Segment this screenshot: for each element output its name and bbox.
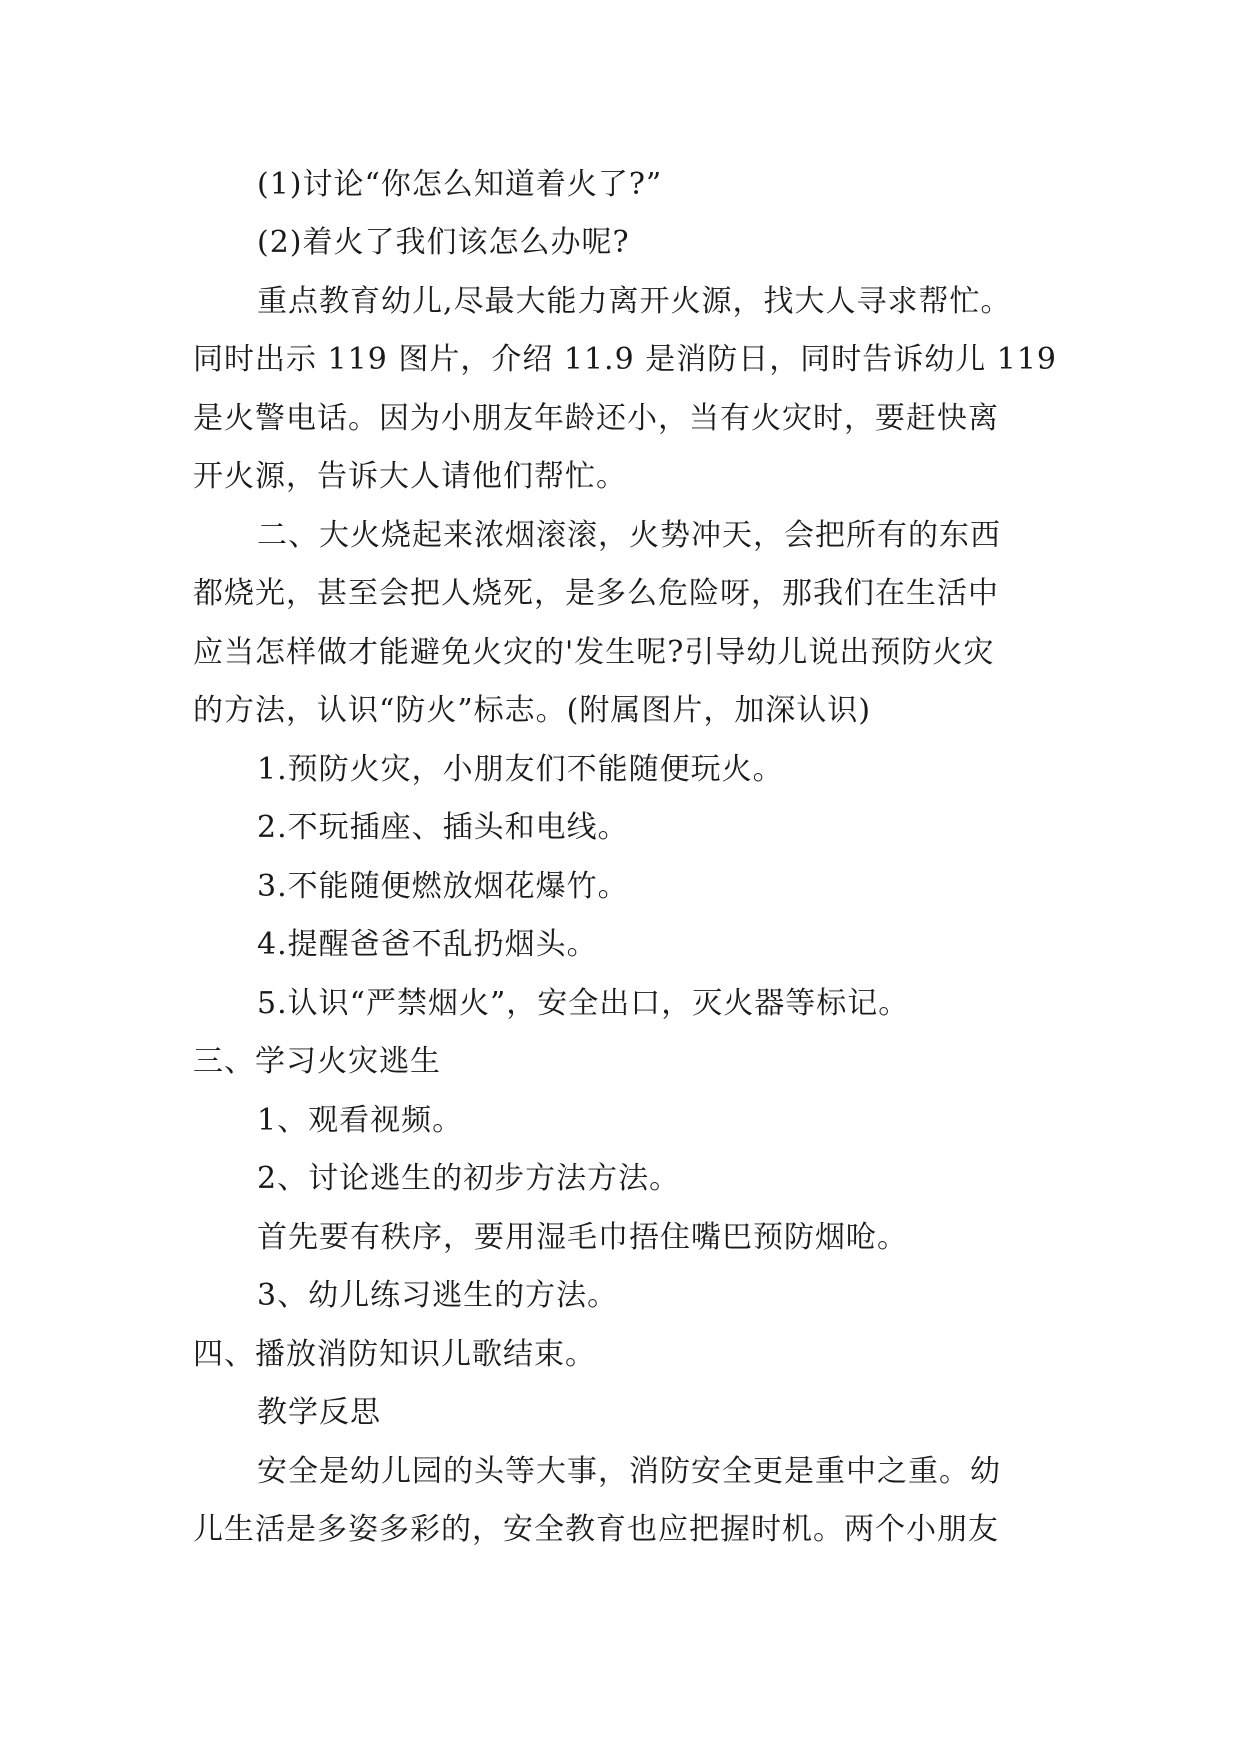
section-heading: 四、播放消防知识儿歌结束。 xyxy=(193,1337,596,1372)
text-line: 同时出示 119 图片，介绍 11.9 是消防日，同时告诉幼儿 119 xyxy=(193,342,1057,377)
text-line: 二、大火烧起来浓烟滚滚，火势冲天，会把所有的东西 xyxy=(257,518,1001,553)
text-line: 的方法，认识“防火”标志。(附属图片，加深认识) xyxy=(193,693,872,728)
list-item: 3.不能随便燃放烟花爆竹。 xyxy=(257,869,629,904)
list-item: 3、幼儿练习逃生的方法。 xyxy=(257,1278,619,1313)
text-line: 开火源，告诉大人请他们帮忙。 xyxy=(193,459,627,494)
text-line: 安全是幼儿园的头等大事，消防安全更是重中之重。幼 xyxy=(257,1454,1001,1489)
list-item: 4.提醒爸爸不乱扔烟头。 xyxy=(257,927,598,962)
text-line: (1)讨论“你怎么知道着火了?” xyxy=(257,167,663,202)
text-line: 首先要有秩序，要用湿毛巾捂住嘴巴预防烟呛。 xyxy=(257,1220,908,1255)
list-item: 5.认识“严禁烟火”，安全出口，灭火器等标记。 xyxy=(257,986,910,1021)
list-item: 1.预防火灾，小朋友们不能随便玩火。 xyxy=(257,752,784,787)
list-item: 2.不玩插座、插头和电线。 xyxy=(257,810,629,845)
text-line: 儿生活是多姿多彩的，安全教育也应把握时机。两个小朋友 xyxy=(193,1512,999,1547)
list-item: 2、讨论逃生的初步方法方法。 xyxy=(257,1161,681,1196)
section-heading: 三、学习火灾逃生 xyxy=(193,1044,441,1079)
text-line: 重点教育幼儿,尽最大能力离开火源，找大人寻求帮忙。 xyxy=(257,284,1012,319)
text-line: 应当怎样做才能避免火灾的'发生呢?引导幼儿说出预防火灾 xyxy=(193,635,995,670)
text-line: 都烧光，甚至会把人烧死，是多么危险呀，那我们在生活中 xyxy=(193,576,999,611)
section-title: 教学反思 xyxy=(257,1395,381,1430)
text-line: (2)着火了我们该怎么办呢? xyxy=(257,225,630,260)
list-item: 1、观看视频。 xyxy=(257,1103,464,1138)
text-line: 是火警电话。因为小朋友年龄还小，当有火灾时，要赶快离 xyxy=(193,401,999,436)
